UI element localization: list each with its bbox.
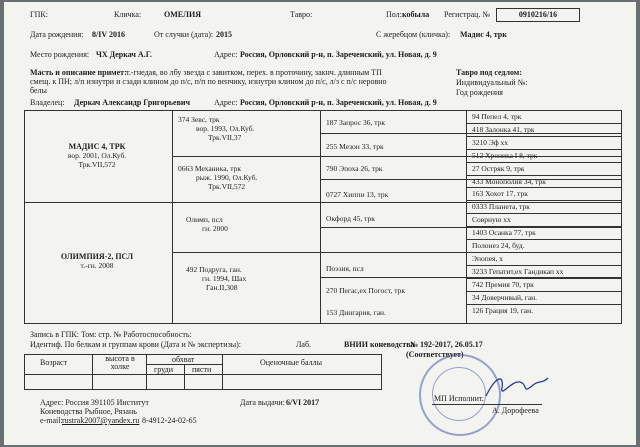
g4-cell: 3210 Эф хх [472, 137, 509, 147]
name-label: Кличка: [114, 10, 142, 19]
signature-line [432, 404, 542, 405]
owner-value: Деркач Александр Григорьевич [74, 98, 191, 107]
g4-cell: 433 Монополия 34, трк [472, 176, 546, 186]
g4-cell: 34 Доверчивый, ган. [472, 292, 538, 302]
meas-header-bottom [24, 374, 381, 375]
dam-dam-line-2: Ган.II,308 [206, 283, 238, 292]
g3-cell: 255 Мезон 33, трк [326, 142, 384, 151]
seal-label: МП Исполнит. [434, 394, 484, 403]
horse-name: ОМЕЛИЯ [164, 10, 201, 19]
height-header: высота в холке [105, 354, 135, 371]
birthplace-label: Место рождения: [30, 50, 90, 59]
dob-value: 8/IV 2016 [92, 30, 125, 39]
dam-sire-name: Олимп, псл [186, 215, 223, 224]
g4-cell: 94 Пепел 4, трк [472, 112, 522, 121]
sex-label: Пол: [386, 10, 402, 19]
pastern-header: пясти [192, 365, 212, 374]
gpk-record-line: Запись в ГПК: Том: стр. № Работоспособность: [30, 330, 192, 339]
g3-line-3 [320, 227, 621, 228]
brand-label: Тавро: [290, 10, 313, 19]
g4-cell: Полонез 24, буд. [472, 241, 525, 250]
identification-line: Идентиф. По белкам и группам крови (Дата и № экспертизы): [30, 340, 242, 349]
g4-cell: Соврную хх [472, 215, 511, 225]
passport-document [4, 2, 636, 445]
reg-label: Регистрац. № [444, 10, 491, 19]
sex-value: кобыла [402, 10, 430, 19]
g4-separator [466, 136, 621, 137]
g4-separator [466, 226, 621, 227]
sire-sire-line-2: Трк.VII,37 [208, 133, 242, 142]
g4-cell: 163 Хохот 17, трк [472, 189, 528, 199]
meas-col-girth-split [184, 364, 185, 389]
signer-name: А. Дорофеева [492, 406, 539, 415]
address-label: Адрес: [214, 50, 238, 59]
dam-cell [32, 252, 162, 270]
owner-address-label: Адрес: [214, 98, 238, 107]
sire-sire-name: 374 Зевс, трк [178, 115, 220, 124]
sire-dam-line-1: рыж. 1990, Ол.Куб. [196, 173, 258, 182]
lab-label: Лаб. [296, 340, 312, 349]
g4-cell: 742 Премия 70, трк [472, 279, 534, 289]
email-link[interactable]: rustrak2007@yandex.ru [62, 416, 140, 425]
birth-year-label: Год рождения [456, 88, 503, 97]
g4-cell: 418 Залонка 41, трк [472, 124, 535, 134]
dam-name: ОЛИМПИЯ-2, ПСЛ [60, 252, 134, 261]
issuer-address-1: Адрес: Россия 391105 Институт [40, 398, 149, 407]
g4-separator [466, 265, 621, 266]
g4-separator [466, 175, 621, 176]
girth-header: обхват [172, 355, 195, 364]
g3-line-2 [320, 179, 621, 180]
sire-name: МАДИС 4, ТРК [68, 142, 126, 151]
g3-cell: 270 Пегас,ex Погост, трк [326, 286, 405, 295]
stallion-label: С жеребцом (кличка): [376, 30, 451, 39]
g4-separator [466, 187, 621, 188]
pedigree-col-1 [172, 110, 173, 323]
g4-separator [466, 239, 621, 240]
markings-line-3: белы [30, 86, 47, 95]
sire-sire-cell [178, 115, 318, 142]
g4-cell: Эпопея, х [472, 253, 504, 263]
owner-label: Владелец: [30, 98, 65, 107]
dam-dam-cell [186, 265, 316, 292]
g4-separator [466, 278, 621, 279]
g4-separator [466, 304, 621, 305]
expertise-number: № 192-2017, 26.05.17 [410, 340, 483, 349]
reg-number: 0910216/16 [496, 8, 580, 22]
issue-date-value: 6/VI 2017 [286, 398, 320, 407]
phone-value: 8-4912-24-02-65 [142, 416, 197, 425]
sire-line-2: Трк.VII,572 [78, 160, 116, 169]
g4-separator [466, 252, 621, 253]
g4-cell: 27 Остряк 9, трк [472, 163, 525, 173]
mating-label: От случки (дата): [154, 30, 214, 39]
gpk-label: ГПК: [30, 10, 48, 19]
age-header: Возраст [40, 358, 68, 367]
pedigree-divider-main [24, 202, 621, 203]
g3-cell: Поэзия, псл [326, 264, 364, 273]
g4-separator [466, 291, 621, 292]
g4-cell: 3233 Гепатит,ex Гандикап хх [472, 266, 564, 276]
markings-line-2: смещ. к ПН; л/п изнутри и сзади клином до п/с, п/п по венчику, изнутри клином до п/с, л/з с п/с неровно [30, 77, 387, 86]
lab-value: ВНИИ коневодства [344, 340, 415, 349]
issuer-address-2: Коневодства Рыбное, Рязань [40, 407, 137, 416]
dam-dam-line-1: гн. 1994, Шах [202, 274, 247, 283]
g3-cell: 0727 Хиппи 13, трк [326, 190, 389, 199]
g4-separator [466, 149, 621, 150]
birthplace-value: ЧХ Деркач А.Г. [96, 50, 152, 59]
g3-cell: 790 Эпоха 26, трк [326, 164, 383, 173]
sire-dam-name: 0663 Механика, трк [178, 164, 242, 173]
meas-col-2 [146, 354, 147, 389]
g3-cell: 153 Дингария, ган. [326, 308, 386, 317]
g4-separator [466, 123, 621, 124]
email-label: e-mail: [40, 416, 63, 425]
conformity-status: (Соответствует) [406, 350, 464, 359]
issue-date-label: Дата выдачи: [240, 398, 285, 407]
signature-image [482, 370, 552, 404]
g3-line-1 [320, 133, 621, 134]
meas-col-1 [92, 354, 93, 389]
g3-cell: 187 Запрос 36, трк [326, 118, 386, 127]
markings-line-1: т.-гнедая, во лбу звезда с завитком, перех. в проточину, закнч. длинным ТП [126, 68, 382, 77]
individual-no-label: Индивидуальный №: [456, 78, 528, 87]
address-value: Россия, Орловский р-н, п. Зареченский, ул. Новая, д. 9 [240, 50, 437, 59]
sire-line-1: вор. 2001, Ол.Куб. [67, 151, 127, 160]
mating-value: 2015 [216, 30, 232, 39]
dam-dam-name: 492 Подруга, ган. [186, 265, 242, 274]
g4-cell: 512 Хроника I 8, трк [472, 150, 538, 160]
pedigree-col-2 [320, 110, 321, 323]
dam-sire-cell [186, 215, 316, 233]
dam-line-1: т.-гн. 2008 [80, 261, 114, 270]
sire-dam-line-2: Трк.VII,572 [208, 182, 246, 191]
g4-cell: 1403 Осанка 77, трк [472, 228, 536, 238]
stallion-value: Мадис 4, трк [460, 30, 507, 39]
sire-sire-line-1: вор. 1993, Ол.Куб. [196, 124, 255, 133]
g3-cell: Окфорд 45, трк [326, 214, 375, 223]
dam-sire-line-1: гн. 2000 [202, 224, 228, 233]
score-header: Оценочные баллы [260, 358, 322, 367]
g4-cell: 126 Грация 19, ган. [472, 305, 533, 315]
markings-label: Масть и описание примет: [30, 68, 127, 77]
g4-separator [466, 213, 621, 214]
chest-header: груди [154, 365, 174, 374]
dob-label: Дата рождения: [30, 30, 84, 39]
g4-cell: 0333 Планета, трк [472, 202, 530, 212]
sire-cell [32, 142, 162, 169]
saddle-brand-label: Тавро под седлом: [456, 68, 522, 77]
owner-address-value: Россия, Орловский р-н, п. Зареченский, ул. Новая, д. 9 [240, 98, 437, 107]
sire-dam-cell [178, 164, 318, 191]
g4-separator [466, 162, 621, 163]
meas-col-3 [222, 354, 223, 389]
pedigree-row-g2a [172, 156, 621, 157]
g4-separator [466, 200, 621, 201]
